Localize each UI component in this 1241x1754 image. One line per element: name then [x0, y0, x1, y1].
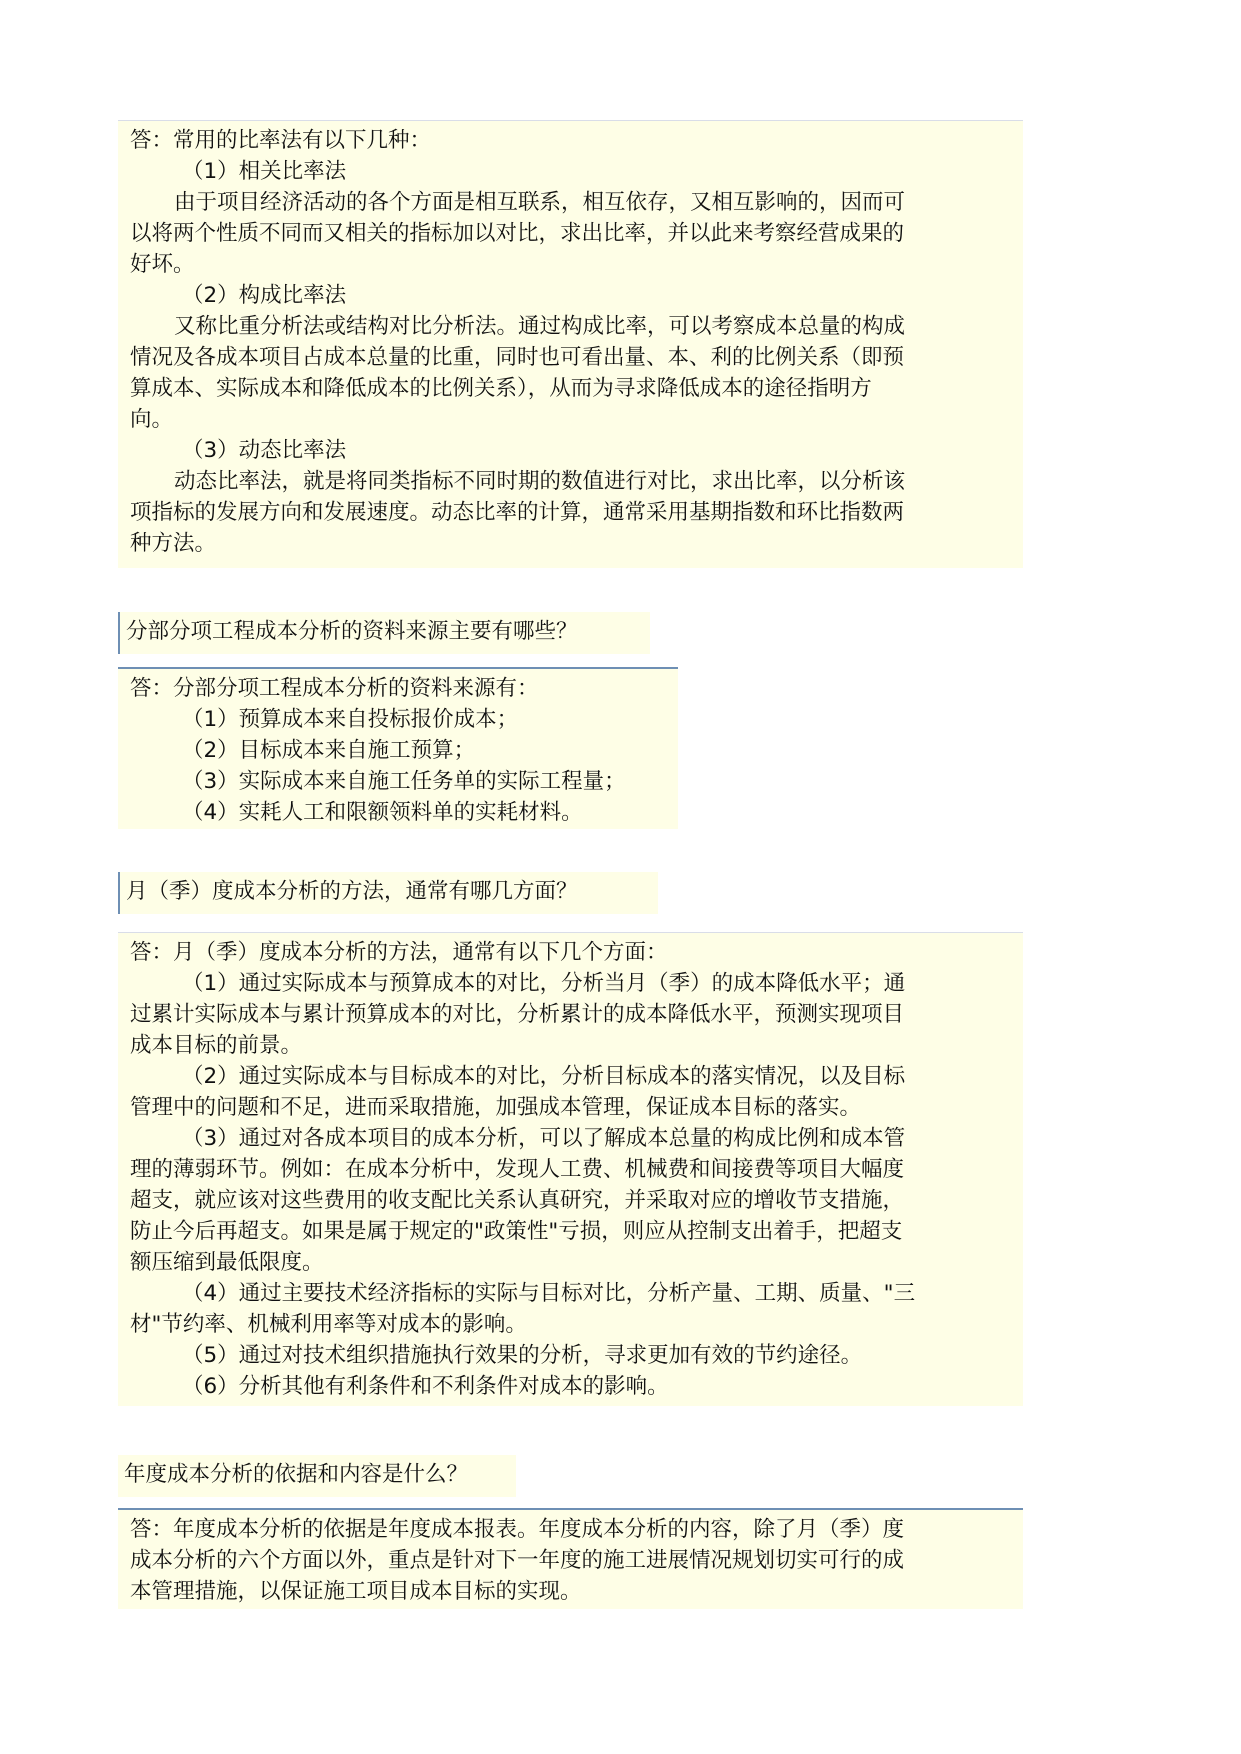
answer-line: 答：分部分项工程成本分析的资料来源有： — [130, 676, 539, 701]
question-heading: 年度成本分析的依据和内容是什么？ — [118, 1455, 516, 1497]
answer-block-data-sources — [118, 667, 678, 829]
answer-line: 成本分析的六个方面以外，重点是针对下一年度的施工进展情况规划切实可行的成 — [130, 1548, 905, 1573]
answer-line: 项指标的发展方向和发展速度。动态比率的计算，通常采用基期指数和环比指数两 — [130, 500, 905, 525]
answer-list-item: （4）实耗人工和限额领料单的实耗材料。 — [182, 800, 583, 825]
answer-line: （3）通过对各成本项目的成本分析，可以了解成本总量的构成比例和成本管 — [182, 1126, 906, 1151]
answer-line: 向。 — [130, 407, 174, 432]
answer-line: 答：常用的比率法有以下几种： — [130, 128, 432, 153]
answer-line: （1）通过实际成本与预算成本的对比，分析当月（季）的成本降低水平；通 — [182, 971, 906, 996]
answer-block-monthly-analysis — [118, 932, 1023, 1406]
answer-line: 答：月（季）度成本分析的方法，通常有以下几个方面： — [130, 940, 668, 965]
answer-line: 超支，就应该对这些费用的收支配比关系认真研究，并采取对应的增收节支措施， — [130, 1188, 905, 1213]
answer-line: 动态比率法，就是将同类指标不同时期的数值进行对比，求出比率，以分析该 — [174, 469, 906, 494]
answer-line: 由于项目经济活动的各个方面是相互联系，相互依存，又相互影响的，因而可 — [174, 190, 906, 215]
answer-line: 理的薄弱环节。例如：在成本分析中，发现人工费、机械费和间接费等项目大幅度 — [130, 1157, 905, 1182]
answer-line: 管理中的问题和不足，进而采取措施，加强成本管理，保证成本目标的落实。 — [130, 1095, 862, 1120]
answer-line: 情况及各成本项目占成本总量的比重，同时也可看出量、本、利的比例关系（即预 — [130, 345, 905, 370]
answer-line: 算成本、实际成本和降低成本的比例关系），从而为寻求降低成本的途径指明方 — [130, 376, 872, 401]
answer-line: （4）通过主要技术经济指标的实际与目标对比，分析产量、工期、质量、"三 — [182, 1281, 916, 1306]
answer-line: 成本目标的前景。 — [130, 1033, 303, 1058]
answer-line: 防止今后再超支。如果是属于规定的"政策性"亏损，则应从控制支出着手，把超支 — [130, 1219, 903, 1244]
answer-block-ratio-methods — [118, 120, 1023, 568]
section-heading: （2）构成比率法 — [182, 283, 347, 308]
answer-line: 好坏。 — [130, 252, 195, 277]
answer-line: （2）通过实际成本与目标成本的对比，分析目标成本的落实情况，以及目标 — [182, 1064, 906, 1089]
answer-line: 又称比重分析法或结构对比分析法。通过构成比率，可以考察成本总量的构成 — [174, 314, 906, 339]
answer-line: 过累计实际成本与累计预算成本的对比，分析累计的成本降低水平，预测实现项目 — [130, 1002, 905, 1027]
answer-line: 本管理措施，以保证施工项目成本目标的实现。 — [130, 1579, 582, 1604]
answer-line: 额压缩到最低限度。 — [130, 1250, 324, 1275]
answer-list-item: （2）目标成本来自施工预算； — [182, 738, 476, 763]
answer-line: （5）通过对技术组织措施执行效果的分析，寻求更加有效的节约途径。 — [182, 1343, 863, 1368]
section-heading: （1）相关比率法 — [182, 159, 347, 184]
answer-list-item: （1）预算成本来自投标报价成本； — [182, 707, 519, 732]
answer-block-annual-analysis — [118, 1508, 1023, 1609]
section-heading: （3）动态比率法 — [182, 438, 347, 463]
answer-line: 答：年度成本分析的依据是年度成本报表。年度成本分析的内容，除了月（季）度 — [130, 1517, 905, 1542]
answer-list-item: （3）实际成本来自施工任务单的实际工程量； — [182, 769, 626, 794]
answer-line: 以将两个性质不同而又相关的指标加以对比，求出比率，并以此来考察经营成果的 — [130, 221, 905, 246]
answer-line: 种方法。 — [130, 531, 217, 556]
answer-line: 材"节约率、机械利用率等对成本的影响。 — [130, 1312, 527, 1337]
question-heading: 月（季）度成本分析的方法，通常有哪几方面？ — [118, 872, 658, 914]
answer-line: （6）分析其他有利条件和不利条件对成本的影响。 — [182, 1374, 669, 1399]
question-heading: 分部分项工程成本分析的资料来源主要有哪些？ — [118, 612, 650, 654]
